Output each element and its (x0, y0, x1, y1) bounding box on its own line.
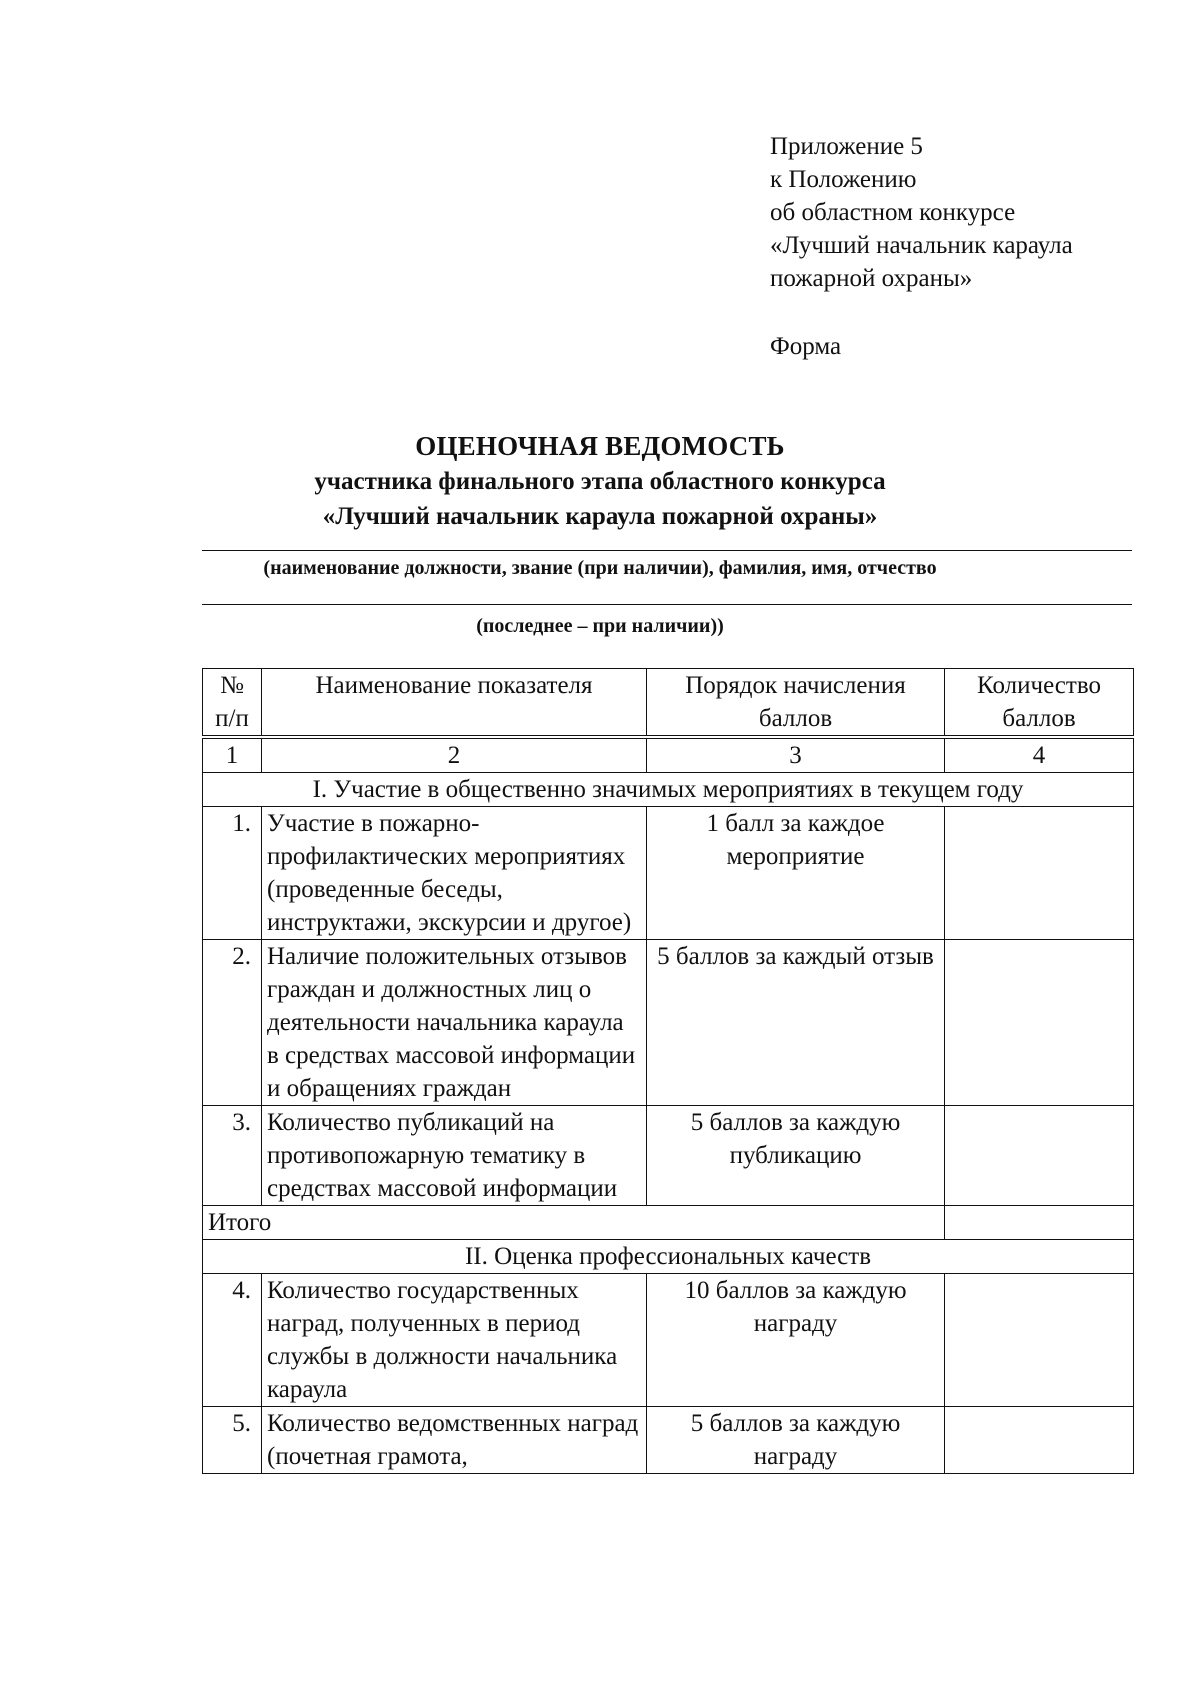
total-score-cell[interactable] (945, 1206, 1134, 1240)
total-row (203, 1206, 1134, 1240)
score-cell[interactable] (945, 807, 1134, 940)
table-row (203, 1106, 1134, 1206)
document-subtitle: «Лучший начальник караула пожарной охраны» (322, 503, 878, 530)
appendix-line: «Лучший начальник караула (770, 232, 1073, 259)
fill-in-line (202, 550, 1132, 551)
column-number-row (203, 737, 1134, 773)
scoring-rule: 5 баллов за каждую награду (647, 1407, 945, 1474)
indicator-name: Количество публикаций на противопожарную тематику в средствах массовой информации (262, 1106, 647, 1206)
header-cell: Наименование показателя (262, 669, 647, 738)
row-number: 3. (203, 1106, 262, 1206)
fill-in-line (202, 604, 1132, 605)
column-number: 2 (262, 737, 647, 773)
header-cell: Количество баллов (945, 669, 1134, 738)
scoring-rule: 5 баллов за каждую публикацию (647, 1106, 945, 1206)
score-cell[interactable] (945, 1407, 1134, 1474)
table-row (203, 1274, 1134, 1407)
evaluation-table (202, 668, 1134, 1474)
table-row (203, 940, 1134, 1106)
appendix-line: Приложение 5 (770, 133, 923, 160)
column-number: 1 (203, 737, 262, 773)
header-cell: № п/п (203, 669, 262, 738)
score-cell[interactable] (945, 1106, 1134, 1206)
document-title: ОЦЕНОЧНАЯ ВЕДОМОСТЬ (415, 431, 785, 461)
fill-in-caption: (наименование должности, звание (при наличии), фамилия, имя, отчество (263, 557, 937, 579)
row-number: 2. (203, 940, 262, 1106)
total-label: Итого (203, 1206, 945, 1240)
appendix-block (770, 130, 1073, 295)
score-cell[interactable] (945, 940, 1134, 1106)
header-cell: Порядок начисления баллов (647, 669, 945, 738)
row-number: 4. (203, 1274, 262, 1407)
section-row (203, 1240, 1134, 1274)
score-cell[interactable] (945, 1274, 1134, 1407)
form-label: Форма (770, 333, 842, 360)
column-number: 4 (945, 737, 1134, 773)
appendix-line: пожарной охраны» (770, 265, 973, 292)
table-header-row (203, 669, 1134, 738)
row-number: 1. (203, 807, 262, 940)
section-row (203, 773, 1134, 807)
indicator-name: Наличие положительных отзывов граждан и должностных лиц о деятельности начальника караула в средствах массовой информации и обращениях граждан (262, 940, 647, 1106)
fill-in-caption: (последнее – при наличии)) (476, 615, 724, 637)
scoring-rule: 1 балл за каждое мероприятие (647, 807, 945, 940)
table-row (203, 1407, 1134, 1474)
indicator-name: Количество ведомственных наград (почетная грамота, (262, 1407, 647, 1474)
column-number: 3 (647, 737, 945, 773)
section-heading: II. Оценка профессиональных качеств (203, 1240, 1134, 1274)
row-number: 5. (203, 1407, 262, 1474)
scoring-rule: 5 баллов за каждый отзыв (647, 940, 945, 1106)
indicator-name: Количество государственных наград, полученных в период службы в должности начальника караула (262, 1274, 647, 1407)
table-row (203, 807, 1134, 940)
indicator-name: Участие в пожарно-профилактических мероприятиях (проведенные беседы, инструктажи, экскурсии и другое) (262, 807, 647, 940)
appendix-line: об областном конкурсе (770, 199, 1016, 226)
document-title-block (0, 428, 1200, 534)
section-heading: I. Участие в общественно значимых мероприятиях в текущем году (203, 773, 1134, 807)
document-subtitle: участника финального этапа областного конкурса (314, 468, 886, 495)
scoring-rule: 10 баллов за каждую награду (647, 1274, 945, 1407)
appendix-line: к Положению (770, 166, 917, 193)
